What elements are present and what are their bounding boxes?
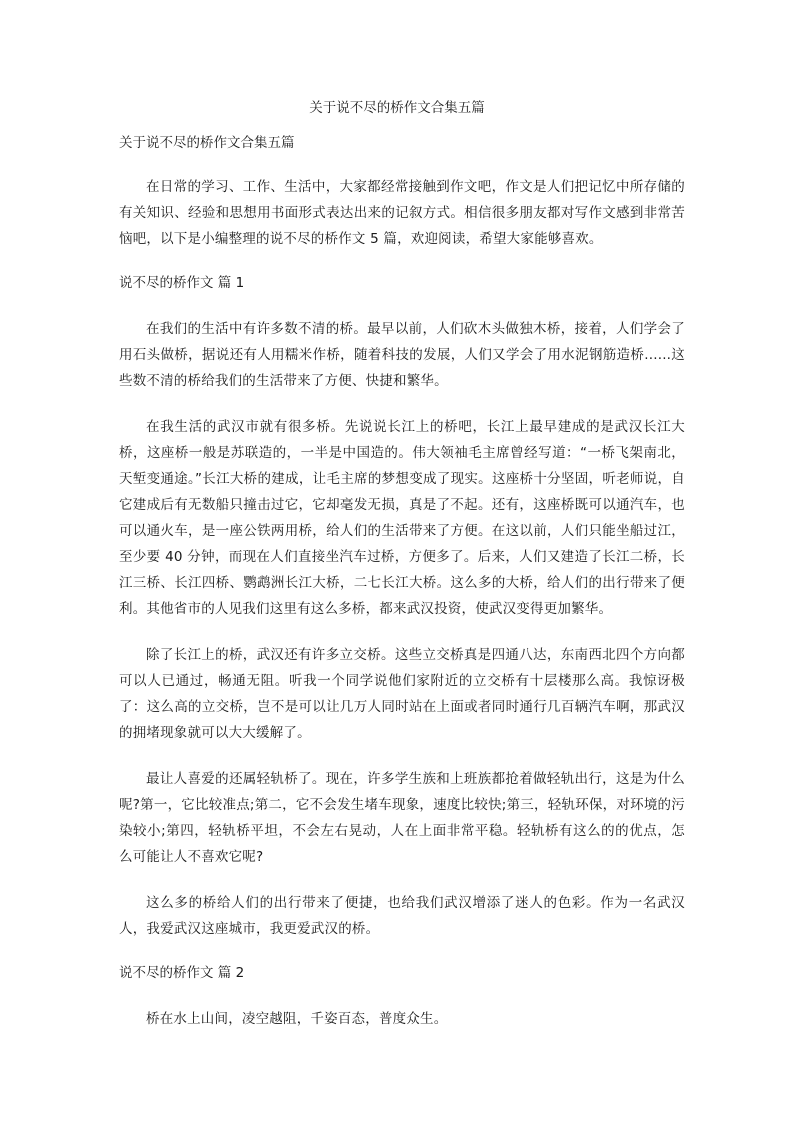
intro-paragraph: 在日常的学习、工作、生活中，大家都经常接触到作文吧，作文是人们把记忆中所存储的有关知识、经验和思想用书面形式表达出来的记叙方式。相信很多朋友都对写作文感到非常苦恼吧，以下是小编整理的说不尽的桥作文 5 篇，欢迎阅读，希望大家能够喜欢。	[119, 179, 685, 247]
section-1-paragraph-1: 在我们的生活中有许多数不清的桥。最早以前，人们砍木头做独木桥，接着，人们学会了用石头做桥，据说还有人用糯米作桥，随着科技的发展，人们又学会了用水泥钢筋造桥......这些数不清的桥给我们的生活带来了方便、快捷和繁华。	[119, 321, 685, 389]
section-1-paragraph-3: 除了长江上的桥，武汉还有许多立交桥。这些立交桥真是四通八达，东南西北四个方向都可以人已通过，畅通无阻。听我一个同学说他们家附近的立交桥有十层楼那么高。我惊讶极了：这么高的立交桥，岂不是可以让几万人同时站在上面或者同时通行几百辆汽车啊，那武汉的拥堵现象就可以大大缓解了。	[119, 647, 685, 741]
section-heading-2: 说不尽的桥作文 篇 2	[119, 965, 245, 981]
document-subtitle: 关于说不尽的桥作文合集五篇	[119, 135, 295, 151]
document-title: 关于说不尽的桥作文合集五篇	[309, 100, 485, 116]
document-body	[119, 132, 685, 1052]
section-1-paragraph-2: 在我生活的武汉市就有很多桥。先说说长江上的桥吧，长江上最早建成的是武汉长江大桥，这座桥一般是苏联造的，一半是中国造的。伟大领袖毛主席曾经写道：“一桥飞架南北，天堑变通途。”长江大桥的建成，让毛主席的梦想变成了现实。这座桥十分坚固，听老师说，自它建成后有无数船只撞击过它，它却毫发无损，真是了不起。还有，这座桥既可以通汽车，也可以通火车，是一座公铁两用桥，给人们的生活带来了方便。在这以前，人们只能坐船过江，至少要 40 分钟，而现在人们直接坐汽车过桥，方便多了。后来，人们又建造了长江二桥，长江三桥、长江四桥、鹦鹉洲长江大桥，二七长江大桥。这么多的大桥，给人们的出行带来了便利。其他省市的人见我们这里有这么多桥，都来武汉投资，使武汉变得更加繁华。	[119, 419, 685, 617]
section-heading-1: 说不尽的桥作文 篇 1	[119, 275, 245, 291]
section-2-paragraph-1: 桥在水上山间，凌空越阻，千姿百态，普度众生。	[146, 1011, 448, 1027]
section-1-paragraph-4: 最让人喜爱的还属轻轨桥了。现在，许多学生族和上班族都抢着做轻轨出行，这是为什么呢?第一，它比较准点;第二，它不会发生堵车现象，速度比较快;第三，轻轨环保，对环境的污染较小;第四，轻轨桥平坦，不会左右晃动，人在上面非常平稳。轻轨桥有这么的的优点，怎么可能让人不喜欢它呢?	[119, 771, 685, 865]
section-1-paragraph-5: 这么多的桥给人们的出行带来了便捷，也给我们武汉增添了迷人的色彩。作为一名武汉人，我爱武汉这座城市，我更爱武汉的桥。	[119, 895, 685, 937]
